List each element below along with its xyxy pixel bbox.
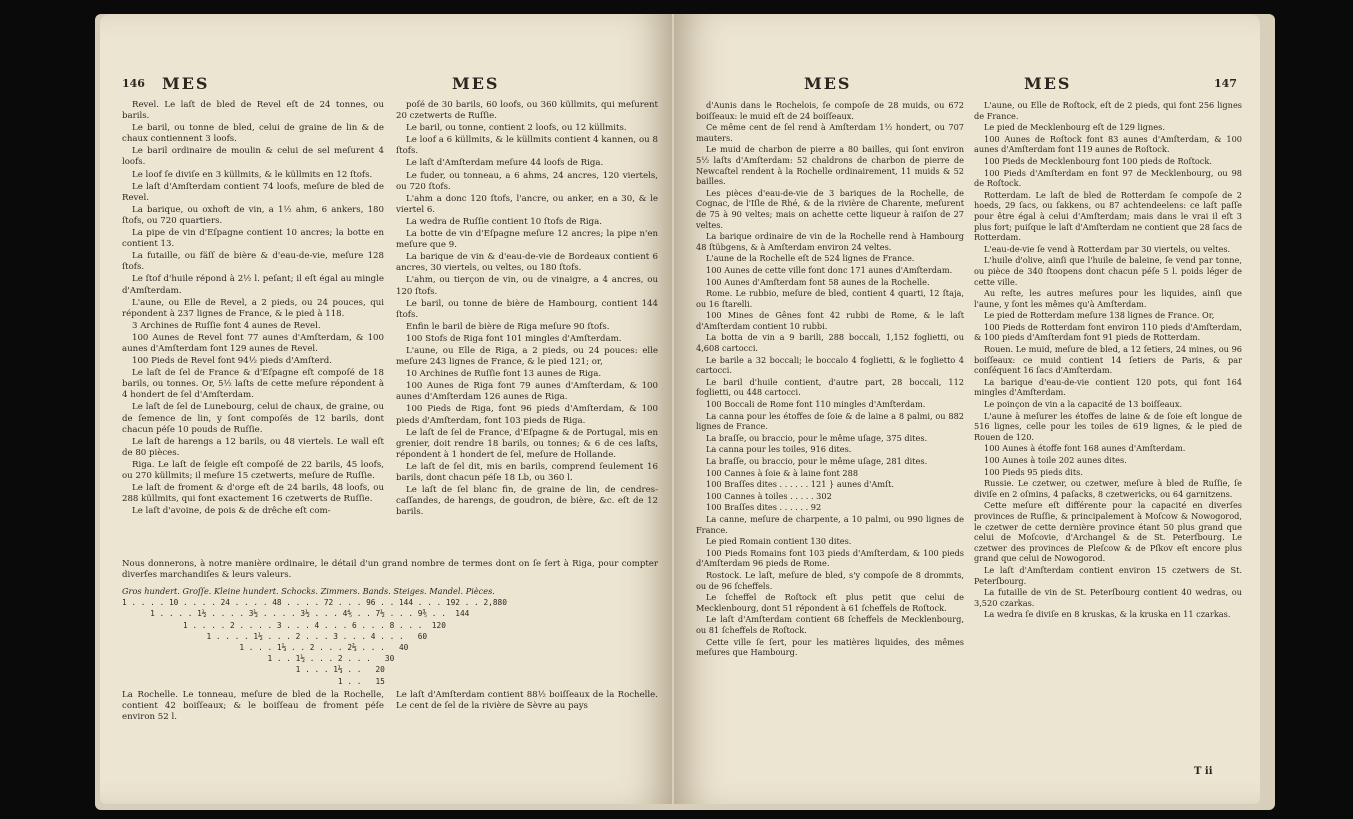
- table-body: [122, 597, 662, 687]
- paragraph: Le muid de charbon de pierre a 80 bailles, qui ſont environ 5½ laſts d'Amſterdam: 52 chaldrons de charbon de pierre de Newcaſtel rendent à la Rochelle ordinairement, 11 muids & 52 bailles.: [696, 144, 964, 187]
- paragraph: La botta de vin a 9 barili, 288 boccali, 1,152 foglietti, ou 4,608 cartocci.: [696, 332, 964, 354]
- paragraph: Rotterdam. Le laſt de bled de Rotterdam ſe compoſe de 2 hoeds, 29 ſacs, ou ſakkens, ou 87 achtendeelens: ce laſt paſſe pour être égal à celui d'Amſterdam; mais dans le vrai il eſt 3 plus fort; puiſque le laſt d'Amſterdam ne contient que 28 ſacs de Rotterdam.: [974, 189, 1242, 243]
- paragraph: L'eau-de-vie ſe vend à Rotterdam par 30 viertels, ou veltes.: [984, 243, 1231, 254]
- running-head-secondary: MES: [452, 74, 500, 93]
- paragraph: Le barile a 32 boccali; le boccalo 4 foglietti, & le foglietto 4 cartocci.: [696, 354, 964, 376]
- paragraph: 100 Pieds d'Amſterdam en font 97 de Mecklenbourg, ou 98 de Roſtock.: [974, 167, 1242, 189]
- paragraph: 100 Mines de Gênes font 42 rubbi de Rome, & le laſt d'Amſterdam contient 10 rubbi.: [696, 310, 964, 331]
- paragraph: Enfin le baril de bière de Riga meſure 90 ſtofs.: [406, 321, 610, 332]
- paragraph: La barique, ou oxhoft de vin, a 1½ ahm, 6 ankers, 180 ſtofs, ou 720 quartiers.: [122, 204, 384, 226]
- paragraph: 100 Aunes à étoffe font 168 aunes d'Amſterdam.: [984, 443, 1186, 454]
- running-head-secondary: MES: [804, 74, 852, 93]
- paragraph: Le laſt de ſel de France, d'Eſpagne & de Portugal, mis en grenier, doit rendre 18 barils, ou tonnes; & 6 de ces laſts, répondent à 1 hondert de ſel, meſure de Hollande.: [396, 427, 658, 460]
- paragraph: 100 Pieds de Mecklenbourg font 100 pieds de Roſtock.: [984, 155, 1212, 166]
- running-head: MES: [162, 74, 210, 93]
- paragraph: 100 Aunes de Roſtock font 83 aunes d'Amſterdam, & 100 aunes d'Amſterdam font 119 aunes de Roſtock.: [974, 133, 1242, 155]
- running-head: MES: [1024, 74, 1072, 93]
- text-column-1: [696, 100, 964, 659]
- equivalence-table: [122, 586, 662, 687]
- paragraph: 100 Pieds Romains font 103 pieds d'Amſterdam, & 100 pieds d'Amſterdam 96 pieds de Rome.: [696, 547, 964, 569]
- paragraph: Le loof ſe diviſe en 3 küllmits, & le küllmits en 12 ſtofs.: [132, 169, 373, 180]
- paragraph: Le baril ordinaire de moulin & celui de sel meſurent 4 loofs.: [122, 146, 384, 168]
- paragraph: Le loof a 6 küllmits, & le küllmits contient 4 kannen, ou 8 ſtofs.: [396, 135, 658, 157]
- paragraph: 100 Pieds de Riga, font 96 pieds d'Amſterdam, & 100 pieds d'Amſterdam, font 103 pieds de Riga.: [396, 404, 658, 426]
- paragraph: 3 Archines de Ruſſie font 4 aunes de Revel.: [132, 320, 321, 331]
- paragraph: Le baril, ou tonne de bière de Hambourg, contient 144 ſtofs.: [396, 298, 658, 320]
- paragraph: Le pied Romain contient 130 dites.: [706, 536, 852, 547]
- paragraph: poſé de 30 barils, 60 loofs, ou 360 küllmits, qui meſurent 20 czetwerts de Ruſſie.: [396, 100, 658, 122]
- paragraph: Le laſt de ſel blanc fin, de graine de lin, de cendres-caſſandes, de harengs, de goudron, de bière, &c. eſt de 12 barils.: [396, 485, 658, 518]
- paragraph: Le pied de Rotterdam meſure 138 lignes de France. Or,: [984, 310, 1215, 321]
- page-number: 147: [1214, 77, 1237, 90]
- paragraph: 10 Archines de Ruſſie font 13 aunes de Riga.: [406, 369, 602, 380]
- paragraph: Ce même cent de ſel rend à Amſterdam 1½ hondert, ou 707 mauters.: [696, 122, 964, 143]
- paragraph: L'huile d'olive, ainſi que l'huile de baleine, ſe vend par tonne, ou pièce de 340 ſtoopens dont chacun péſe 5 l. poids léger de cette ville.: [974, 255, 1242, 287]
- paragraph: Le baril d'huile contient, d'autre part, 28 boccali, 112 foglietti, ou 448 cartocci.: [696, 376, 964, 398]
- paragraph: La futaille de vin de St. Peterſbourg contient 40 wedras, ou 3,520 czarkas.: [974, 587, 1242, 608]
- table-row: 1 . . 1½ . . . 2 . . . 30: [122, 654, 395, 664]
- paragraph: Rouen. Le muid, meſure de bled, a 12 ſetiers, 24 mines, ou 96 boiſſeaux: ce muid contient 14 ſetiers de Paris, & par conſéquent 16 ſacs d'Amſterdam.: [974, 344, 1242, 376]
- paragraph: Au reſte, les autres meſures pour les liquides, ainſi que l'aune, y ſont les mêmes qu'à Amſterdam.: [974, 288, 1242, 309]
- table-intro: Nous donnerons, à notre manière ordinaire, le détail d'un grand nombre de termes dont on ſe ſert à Riga, pour compter diverſes marchandiſes & leurs valeurs.: [122, 559, 658, 581]
- paragraph: La braſſe, ou braccio, pour le même uſage, 375 dites.: [706, 432, 928, 443]
- paragraph: L'ahm a donc 120 ſtofs, l'ancre, ou anker, en a 30, & le viertel 6.: [396, 193, 658, 215]
- paragraph: Le laſt de harengs a 12 barils, ou 48 viertels. Le wall eſt de 80 pièces.: [122, 436, 384, 458]
- paragraph: La barique ordinaire de vin de la Rochelle rend à Hambourg 48 ſtübgens, & à Amſterdam environ 24 veltes.: [696, 231, 964, 252]
- paragraph: La canna pour les toiles, 916 dites.: [706, 444, 852, 455]
- paragraph: La pipe de vin d'Eſpagne contient 10 ancres; la botte en contient 13.: [122, 228, 384, 250]
- paragraph: 100 Aunes de cette ville font donc 171 aunes d'Amſterdam.: [706, 264, 953, 275]
- left-page: [100, 14, 672, 804]
- paragraph: Le laſt d'avoine, de pois & de drêche eſt com-: [132, 506, 331, 517]
- paragraph: 100 Pieds de Rotterdam font environ 110 pieds d'Amſterdam, & 100 pieds d'Amſterdam font 91 pieds de Rotterdam.: [974, 321, 1242, 343]
- paragraph: Le baril, ou tonne de bled, celui de graine de lin & de chaux contiennent 3 loofs.: [122, 123, 384, 145]
- table-row: 1 . . . . 1½ . . . 2 . . . 3 . . . 4 . . . 60: [122, 631, 428, 641]
- paragraph: L'aune à meſurer les étoffes de laine & de ſoie eſt longue de 516 lignes, celle pour les toiles de 619 lignes, & le pied de Rouen de 120.: [974, 410, 1242, 442]
- table-header: Gros hundert. Groſſe. Kleine hundert. Schocks. Zimmers. Bands. Steiges. Mandel. Pièces.: [122, 586, 495, 596]
- paragraph: 100 Braſſes dites . . . . . . 121 } aunes d'Amſt.: [706, 479, 894, 490]
- paragraph: Revel. Le laſt de bled de Revel eſt de 24 tonnes, ou barils.: [122, 100, 384, 122]
- paragraph: 100 Braſſes dites . . . . . . 92: [706, 502, 822, 513]
- paragraph: Le laſt d'Amſterdam contient 68 ſcheffels de Mecklenbourg, ou 81 ſcheffels de Roſtock.: [696, 614, 964, 635]
- text-column-2: [974, 100, 1242, 621]
- paragraph: Riga. Le laſt de ſeigle eſt compoſé de 22 barils, 45 loofs, ou 270 küllmits; il meſure 15 czetwerts, meſure de Ruſſie.: [122, 459, 384, 481]
- paragraph: Le laſt de ſel de France & d'Eſpagne eſt compoſé de 18 barils, ou tonnes. Or, 5½ laſts de cette meſure répondent à 4 hondert de ſel d'Amſterdam.: [122, 368, 384, 401]
- paragraph: 100 Aunes à toile 202 aunes dites.: [984, 455, 1127, 465]
- paragraph: 100 Cannes à ſoie & à laine font 288: [706, 467, 859, 478]
- paragraph: Cette ville ſe ſert, pour les matières liquides, des mêmes meſures que Hambourg.: [696, 636, 964, 658]
- paragraph: Le baril, ou tonne, contient 2 loofs, ou 12 küllmits.: [406, 123, 627, 134]
- bottom-left-paragraph: La Rochelle. Le tonneau, meſure de bled de la Rochelle, contient 42 boiſſeaux; & le boiſſeau de froment péſe environ 52 l.: [122, 690, 384, 723]
- table-row: 1 . . 15: [122, 676, 385, 686]
- paragraph: La wedra de Ruſſie contient 10 ſtofs de Riga.: [406, 216, 602, 227]
- paragraph: Rostock. Le laſt, meſure de bled, s'y compoſe de 8 drommts, ou de 96 ſcheffels.: [696, 569, 964, 591]
- paragraph: 100 Pieds 95 pieds dits.: [984, 466, 1083, 477]
- paragraph: 100 Boccali de Rome font 110 mingles d'Amſterdam.: [706, 399, 926, 410]
- paragraph: Le laſt d'Amſterdam contient 74 loofs, meſure de bled de Revel.: [122, 181, 384, 203]
- paragraph: La canna pour les étoffes de ſoie & de laine a 8 palmi, ou 882 lignes de France.: [696, 410, 964, 432]
- paragraph: La braſſe, ou braccio, pour le même uſage, 281 dites.: [706, 456, 928, 466]
- paragraph: Le laſt de ſel de Lunebourg, celui de chaux, de graine, ou de ſemence de lin, y ſont compoſés de 12 barils, dont chacun péſe 10 pouds de Ruſſie.: [122, 402, 384, 435]
- paragraph: 100 Aunes de Revel font 77 aunes d'Amſterdam, & 100 aunes d'Amſterdam font 129 aunes de Revel.: [122, 332, 384, 354]
- paragraph: La futaille, ou fäſſ de bière & d'eau-de-vie, meſure 128 ſtofs.: [122, 251, 384, 273]
- paragraph: La botte de vin d'Eſpagne meſure 12 ancres; la pipe n'en meſure que 9.: [396, 229, 658, 251]
- paragraph: Le laſt de froment & d'orge eſt de 24 barils, 48 loofs, ou 288 küllmits, qui font exactement 16 czetwerts de Ruſſie.: [122, 483, 384, 505]
- paragraph: Cette meſure eſt différente pour la capacité en diverſes provinces de Ruſſie, & principalement à Moſcow & Nowogorod, le czetwer de cette dernière province étant 50 plus grand que celui de Moſcovie, d'Archangel & de St. Peterſbourg. Le czetwer des provinces de Pleſcow & de Pſkov eſt encore plus grand que celui de Nowogorod.: [974, 500, 1242, 564]
- paragraph: L'ahm, ou tierçon de vin, ou de vinaigre, a 4 ancres, ou 120 ſtofs.: [396, 275, 658, 297]
- paragraph: La wedra ſe diviſe en 8 kruskas, & la kruska en 11 czarkas.: [984, 609, 1231, 620]
- right-page: [674, 14, 1260, 804]
- paragraph: Le laſt d'Amſterdam contient environ 15 czetwers de St. Peterſbourg.: [974, 564, 1242, 586]
- paragraph: 100 Pieds de Revel font 94½ pieds d'Amſterd.: [132, 356, 333, 367]
- paragraph: La canne, meſure de charpente, a 10 palmi, ou 990 lignes de France.: [696, 513, 964, 535]
- paragraph: La barique de vin & d'eau-de-vie de Bordeaux contient 6 ancres, 30 viertels, ou veltes, ou 180 ſtofs.: [396, 252, 658, 274]
- paragraph: Russie. Le czetwer, ou czetwer, meſure à bled de Ruſſie, ſe diviſe en 2 oſmins, 4 paſacks, 8 czetwericks, ou 64 garnitzens.: [974, 478, 1242, 499]
- paragraph: Rome. Le rubbio, meſure de bled, contient 4 quarti, 12 ſtaja, ou 16 ſtarelli.: [696, 288, 964, 309]
- text-column-2: [396, 100, 658, 519]
- paragraph: La barique d'eau-de-vie contient 120 pots, qui font 164 mingles d'Amſterdam.: [974, 376, 1242, 398]
- paragraph: L'aune de la Rochelle eſt de 524 lignes de France.: [706, 253, 915, 264]
- table-row: 1 . . . . 2 . . . . 3 . . . 4 . . . 6 . . . 8 . . . 120: [122, 620, 446, 630]
- paragraph: Le ſtof d'huile répond à 2½ l. peſant; il eſt égal au mingle d'Amſterdam.: [122, 274, 384, 296]
- paragraph: Le ſcheffel de Roſtock eſt plus petit que celui de Mecklenbourg, dont 51 répondent à 61 ſcheffels de Roſtock.: [696, 592, 964, 613]
- paragraph: L'aune, ou Elle de Roſtock, eſt de 2 pieds, qui font 256 lignes de France.: [974, 100, 1242, 121]
- paragraph: Les pièces d'eau-de-vie de 3 bariques de la Rochelle, de Cognac, de l'Iſle de Rhé, & de la rivière de Charente, meſurent de 75 à 90 veltes; mais on achette cette liqueur à raiſon de 27 veltes.: [696, 187, 964, 230]
- paragraph: Le pied de Mecklenbourg eſt de 129 lignes.: [984, 122, 1165, 133]
- paragraph: Le poinçon de vin a la capacité de 13 boiſſeaux.: [984, 399, 1183, 410]
- paragraph: Le laſt d'Amſterdam meſure 44 loofs de Riga.: [406, 158, 604, 169]
- paragraph: 100 Aunes d'Amſterdam font 58 aunes de la Rochelle.: [706, 276, 930, 287]
- table-row: 1 . . . 1⅓ . . 2 . . . 2⅔ . . . 40: [122, 643, 409, 653]
- paragraph: Le laſt de ſel dit, mis en barils, comprend ſeulement 16 barils, dont chacun péſe 18 Lb, ou 360 l.: [396, 461, 658, 483]
- paragraph: 100 Aunes de Riga font 79 aunes d'Amſterdam, & 100 aunes d'Amſterdam 126 aunes de Riga.: [396, 381, 658, 403]
- paragraph: L'aune, ou Elle de Revel, a 2 pieds, ou 24 pouces, qui répondent à 237 lignes de France, & le pied à 118.: [122, 297, 384, 319]
- table-row: 1 . . . 1⅓ . . 20: [122, 665, 385, 675]
- paragraph: Le fuder, ou tonneau, a 6 ahms, 24 ancres, 120 viertels, ou 720 ſtofs.: [396, 170, 658, 192]
- page-number: 146: [122, 77, 145, 90]
- bottom-right-paragraph: Le laſt d'Amſterdam contient 88½ boiſſeaux de la Rochelle. Le cent de ſel de la rivière de Sèvre au pays: [396, 690, 658, 712]
- text-column-1: [122, 100, 384, 518]
- signature-mark: T ii: [1194, 766, 1213, 777]
- paragraph: 100 Cannes à toiles . . . . . 302: [706, 490, 832, 501]
- paragraph: 100 Stofs de Riga font 101 mingles d'Amſterdam.: [406, 333, 622, 344]
- table-row: 1 . . . . 10 . . . . 24 . . . . 48 . . . . 72 . . . 96 . . 144 . . . 192 . . 2,880: [122, 598, 507, 608]
- paragraph: d'Aunis dans le Rochelois, ſe compoſe de 28 muids, ou 672 boiſſeaux: le muid eſt de 24 boiſſeaux.: [696, 100, 964, 121]
- table-row: 1 . . . . 1½ . . . . 3½ . . . . 3½ . . . 4⅘ . . 7½ . . . 9⅗ . . 144: [122, 609, 470, 619]
- paragraph: L'aune, ou Elle de Riga, a 2 pieds, ou 24 pouces: elle meſure 243 lignes de France, & le pied 121; or,: [396, 345, 658, 368]
